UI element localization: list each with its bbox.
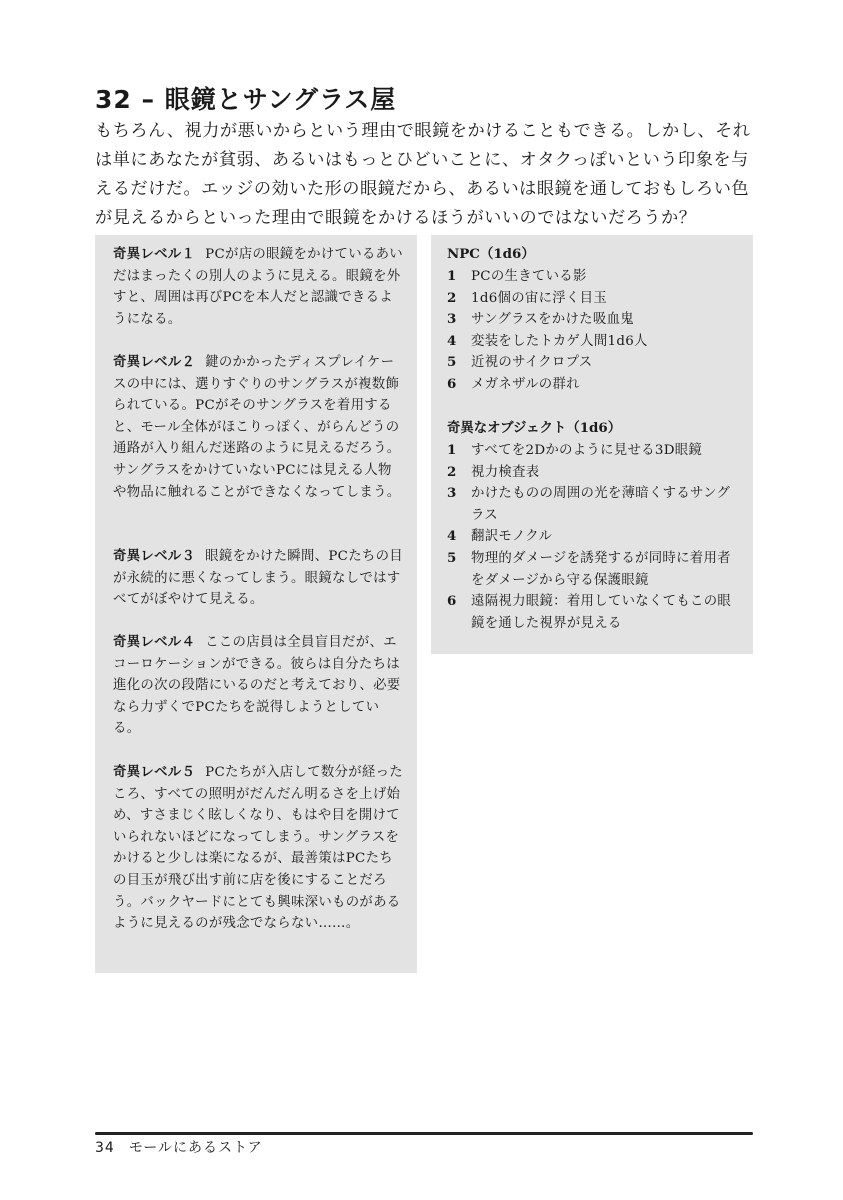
weirdness-level-text: 鍵のかかったディスプレイケースの中には、選りすぐりのサングラスが複数飾られている。PCがそのサングラスを着用すると、モール全体がほこりっぽく、がらんどうの通路が入り組んだ迷路のように見えるだろう。サングラスをかけていないPCには見える人物や物品に触れることができなくなってしまう。 [113, 355, 401, 500]
weirdness-level-text: ここの店員は全員盲目だが、エコーロケーションができる。彼らは自分たちは進化の次の段階にいるのだと考えており、必要なら力ずくでPCたちを説得しようとしている。 [113, 635, 401, 737]
table-row [447, 548, 743, 591]
table-row [447, 288, 743, 310]
weirdness-levels-box [95, 235, 417, 973]
table-row [447, 526, 743, 548]
table-row [447, 462, 743, 484]
table-row [447, 352, 743, 374]
chapter-title: モールにあるストア [128, 1140, 263, 1156]
row-number: 4 [447, 332, 457, 349]
row-number: 2 [447, 289, 457, 306]
row-text: サングラスをかけた吸血鬼 [471, 312, 634, 328]
row-text: メガネザルの群れ [471, 376, 580, 392]
object-table [447, 440, 743, 634]
random-tables-box [431, 235, 753, 654]
footer-divider [95, 1132, 753, 1135]
npc-table [447, 266, 743, 396]
row-text: 近視のサイクロプス [471, 355, 593, 371]
weirdness-level-label: 奇異レベル５ [113, 764, 196, 780]
weirdness-level-label: 奇異レベル２ [113, 354, 196, 370]
row-number: 5 [447, 549, 457, 566]
table-row [447, 266, 743, 288]
row-text: すべてを2Dかのように見せる3D眼鏡 [471, 443, 703, 458]
row-text: PCの生きている影 [471, 269, 587, 284]
row-number: 1 [447, 268, 457, 284]
table-row [447, 440, 743, 462]
row-text: 変装をしたトカゲ人間1d6人 [471, 333, 648, 349]
row-number: 6 [447, 593, 457, 610]
row-number: 3 [447, 485, 457, 502]
row-text: 視力検査表 [471, 464, 540, 480]
row-text: 遠隔視力眼鏡：着用していなくてもこの眼鏡を通した視界が見える [471, 594, 732, 631]
intro-paragraph: もちろん、視力が悪いからという理由で眼鏡をかけることもできる。しかし、それは単にあなたが貧弱、あるいはもっとひどいことに、オタクっぽいという印象を与えるだけだ。エッジの効いた形の眼鏡だから、あるいは眼鏡を通しておもしろい色が見えるからといった理由で眼鏡をかけるほうがいいのではないだろうか？ [95, 121, 751, 228]
row-number: 2 [447, 463, 457, 480]
weirdness-level-text: PCが店の眼鏡をかけているあいだはまったくの別人のように見える。眼鏡を外すと、周囲は再びPCを本人だと認識できるようになる。 [113, 247, 403, 327]
row-number: 6 [447, 375, 457, 392]
weirdness-level-label: 奇異レベル３ [113, 548, 196, 564]
weirdness-level-4 [113, 632, 403, 740]
page-footer [95, 1138, 263, 1158]
weirdness-level-text: 眼鏡をかけた瞬間、PCたちの目が永続的に悪くなってしまう。眼鏡なしではすべてがぼやけて見える。 [113, 549, 403, 608]
table-row [447, 591, 743, 634]
weirdness-level-label: 奇異レベル１ [113, 246, 196, 262]
row-number: 5 [447, 354, 457, 371]
row-number: 4 [447, 528, 457, 545]
table-row [447, 374, 743, 396]
row-text: かけたものの周囲の光を薄暗くするサングラス [471, 486, 731, 523]
row-text: 物理的ダメージを誘発するが同時に着用者をダメージから守る保護眼鏡 [471, 550, 731, 588]
npc-table-title: NPC（1d6） [447, 246, 535, 262]
table-row [447, 309, 743, 331]
weirdness-level-text: PCたちが入店して数分が経ったころ、すべての照明がだんだん明るさを上げ始め、すさまじく眩しくなり、もはや目を開けていられないほどになってしまう。サングラスをかけると少しは楽になるが、最善策はPCたちの目玉が飛び出す前に店を後にすることだろう。バックヤードにとても興味深いものがあるように見えるのが残念でならない……。 [113, 765, 403, 932]
weirdness-level-3 [113, 546, 403, 611]
object-table-title: 奇異なオブジェクト（1d6） [447, 420, 622, 436]
weirdness-level-1 [113, 244, 403, 330]
table-row [447, 331, 743, 353]
row-text: 1d6個の宙に浮く目玉 [471, 290, 608, 306]
weirdness-level-2 [113, 352, 403, 503]
weirdness-level-5 [113, 762, 403, 935]
page-title: 32 – 眼鏡とサングラス屋 [95, 85, 397, 114]
table-row [447, 483, 743, 526]
row-number: 1 [447, 442, 457, 458]
page-number: 34 [95, 1140, 115, 1156]
row-number: 3 [447, 311, 457, 328]
row-text: 翻訳モノクル [471, 529, 553, 545]
weirdness-level-label: 奇異レベル４ [113, 634, 196, 650]
